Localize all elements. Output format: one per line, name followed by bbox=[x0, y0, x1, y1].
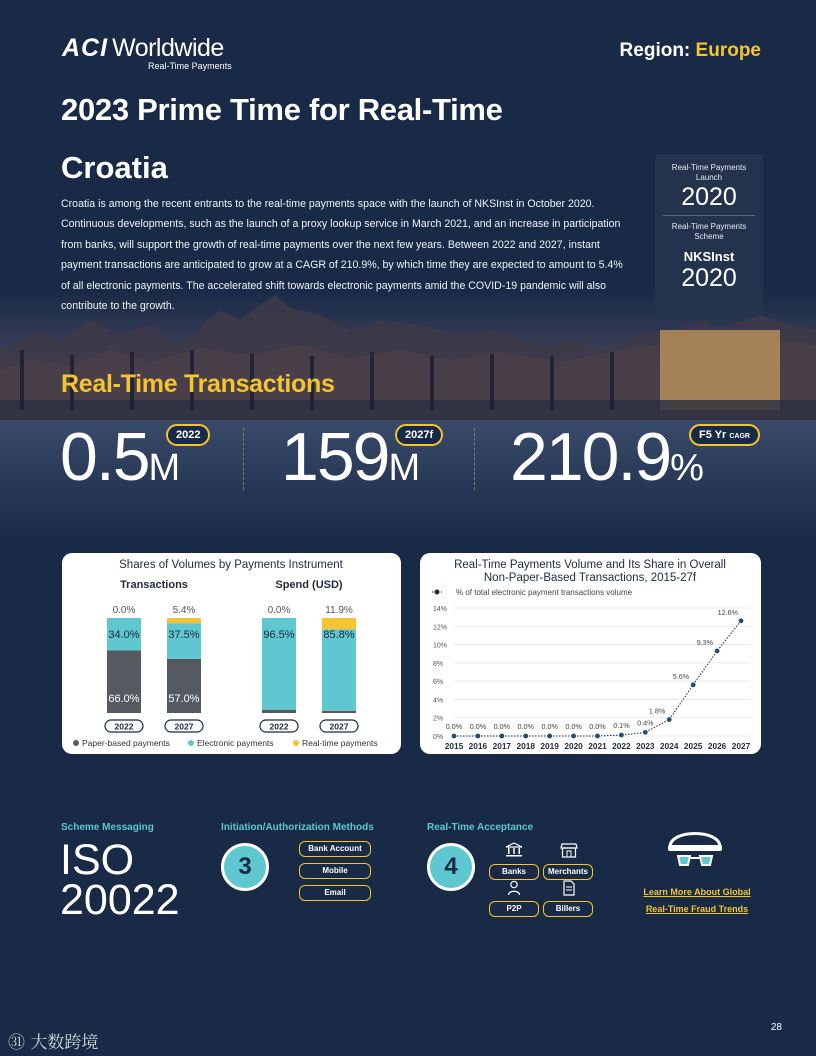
link-line-1[interactable]: Learn More About Global bbox=[643, 887, 751, 897]
stat-divider bbox=[243, 428, 244, 490]
intro-paragraph: Croatia is among the recent entrants to the real-time payments space with the launch of NKSInst in October 2020. Continuous developments, such as the launch of a proxy lookup service in March 2021, and an increase in participation from banks, will support the growth of real-time payments over the next few years. Between 2022 and 2027, instant payment transactions are anticipated to grow at a CAGR of 210.9%, by which time they are expected to amount to 5.4% of all electronic payments. The accelerated shift towards electronic payments amid the COVID-19 pandemic will also contribute to the growth. bbox=[61, 198, 623, 313]
data-label: 9.3% bbox=[696, 637, 714, 647]
initiation-methods-label: Initiation/Authorization Methods bbox=[221, 822, 374, 833]
data-point bbox=[619, 733, 624, 738]
legend-label: % of total electronic payment transactions volume bbox=[456, 588, 633, 597]
region-label bbox=[620, 40, 761, 62]
legend-dot bbox=[73, 740, 79, 746]
data-label: 0.1% bbox=[613, 721, 630, 731]
bank-icon bbox=[505, 842, 523, 858]
stat-value: 0.5 bbox=[60, 419, 149, 495]
person-icon bbox=[507, 880, 521, 896]
bar-value-label: 85.8% bbox=[323, 629, 355, 641]
category-label: 2027 bbox=[174, 721, 194, 732]
iso-text bbox=[60, 836, 180, 924]
y-tick-label: 0% bbox=[433, 734, 444, 741]
launch-label: Real-Time Payments Launch bbox=[671, 163, 747, 182]
y-tick-label: 4% bbox=[433, 697, 444, 705]
y-tick-label: 10% bbox=[433, 642, 448, 650]
data-label: 5.6% bbox=[672, 671, 690, 681]
tag-small: CAGR bbox=[729, 433, 750, 440]
watermark-logo: ㉛ bbox=[8, 1033, 25, 1053]
data-point bbox=[571, 734, 576, 739]
bar-value-label: 66.0% bbox=[108, 693, 140, 705]
acceptance-count-badge: 4 bbox=[427, 843, 475, 891]
data-point bbox=[715, 649, 720, 654]
acceptance-merchants: Merchants bbox=[543, 864, 593, 880]
acceptance-p2p: P2P bbox=[489, 901, 539, 917]
x-tick-label: 2021 bbox=[588, 741, 607, 751]
x-tick-label: 2015 bbox=[444, 741, 464, 751]
x-tick-label: 2018 bbox=[516, 741, 535, 751]
data-point bbox=[739, 618, 744, 623]
iso-line-1: ISO bbox=[60, 836, 135, 884]
x-tick-label: 2027 bbox=[731, 741, 751, 751]
realtime-transactions-heading: Real-Time Transactions bbox=[61, 370, 335, 398]
stat-value: 159 bbox=[281, 419, 389, 495]
data-point bbox=[643, 730, 648, 735]
stat-value: 210.9 bbox=[510, 419, 671, 495]
initiation-count-badge: 3 bbox=[221, 843, 269, 891]
bar-value-label: 96.5% bbox=[263, 629, 295, 641]
data-label: 12.6% bbox=[717, 607, 738, 617]
scheme-label: Real-Time Payments Scheme bbox=[671, 222, 747, 241]
x-tick-label: 2020 bbox=[564, 741, 583, 751]
y-tick-label: 12% bbox=[433, 624, 448, 632]
category-label: 2022 bbox=[269, 721, 289, 732]
x-tick-label: 2024 bbox=[660, 741, 679, 751]
stat-cagr bbox=[510, 419, 702, 495]
bill-icon bbox=[562, 880, 576, 896]
scheme-name: NKSInst bbox=[683, 249, 735, 264]
x-tick-label: 2025 bbox=[683, 741, 703, 751]
acceptance-billers: Billers bbox=[543, 901, 593, 917]
region-key: Region: bbox=[619, 40, 691, 61]
stat-tag-cagr bbox=[689, 424, 760, 446]
bar-value-label: 37.5% bbox=[168, 629, 200, 641]
data-label: 0.0% bbox=[541, 722, 558, 731]
x-tick-label: 2016 bbox=[468, 741, 488, 751]
x-tick-label: 2022 bbox=[612, 741, 631, 751]
tag-text: F5 Yr bbox=[699, 429, 727, 441]
y-tick-label: 6% bbox=[433, 679, 444, 687]
shares-bar-chart bbox=[62, 553, 401, 754]
iso-line-2: 20022 bbox=[60, 876, 180, 924]
bar-value-label: 0.0% bbox=[112, 605, 136, 616]
fraud-trends-link[interactable] bbox=[630, 884, 764, 918]
data-label: 0.0% bbox=[469, 722, 487, 731]
chart-title: Non-Paper-Based Transactions, 2015-27f bbox=[483, 572, 697, 584]
method-mobile: Mobile bbox=[299, 863, 371, 879]
stat-2022-volume bbox=[60, 419, 179, 495]
launch-year: 2020 bbox=[681, 183, 737, 211]
data-point bbox=[523, 734, 528, 739]
data-label: 1.8% bbox=[648, 706, 666, 716]
data-point bbox=[691, 682, 696, 687]
legend-dot bbox=[188, 740, 194, 746]
method-bank-account: Bank Account bbox=[299, 841, 371, 857]
category-label: 2027 bbox=[329, 721, 349, 732]
data-label: 0.0% bbox=[589, 722, 606, 731]
data-point bbox=[667, 717, 672, 722]
y-tick-label: 14% bbox=[433, 606, 448, 613]
x-tick-label: 2019 bbox=[540, 741, 559, 751]
launch-divider bbox=[663, 215, 755, 216]
bar-segment bbox=[322, 618, 356, 629]
x-tick-label: 2017 bbox=[492, 741, 512, 751]
watermark-text: 大数跨境 bbox=[30, 1033, 99, 1053]
y-tick-label: 8% bbox=[433, 660, 444, 668]
watermark bbox=[8, 1028, 98, 1053]
acceptance-banks: Banks bbox=[489, 864, 539, 880]
chart-title: Real-Time Payments Volume and Its Share in Overall bbox=[454, 559, 726, 571]
legend-label: Electronic payments bbox=[197, 738, 274, 748]
bar-value-label: 34.0% bbox=[108, 629, 140, 641]
data-label: 0.4% bbox=[637, 718, 654, 728]
stat-unit: % bbox=[670, 447, 702, 489]
launch-info-box bbox=[655, 154, 763, 315]
x-tick-label: 2023 bbox=[636, 741, 655, 751]
data-point bbox=[452, 734, 457, 739]
chart-title: Shares of Volumes by Payments Instrument bbox=[119, 559, 343, 571]
data-point bbox=[499, 734, 504, 739]
scheme-year: 2020 bbox=[681, 264, 737, 292]
page-title: 2023 Prime Time for Real-Time bbox=[61, 92, 503, 127]
stat-unit: M bbox=[388, 447, 419, 489]
logo-wordmark: Worldwide bbox=[112, 34, 224, 62]
group-label: Spend (USD) bbox=[275, 579, 343, 591]
data-label: 0.0% bbox=[565, 722, 582, 731]
stat-tag-2022: 2022 bbox=[166, 424, 210, 446]
category-label: 2022 bbox=[114, 721, 134, 732]
data-point bbox=[547, 734, 552, 739]
rtp-share-line-chart bbox=[420, 553, 761, 754]
legend-dot bbox=[293, 740, 299, 746]
legend-label: Paper-based payments bbox=[82, 738, 170, 748]
bar-segment bbox=[322, 711, 356, 713]
data-point bbox=[476, 734, 481, 739]
method-email: Email bbox=[299, 885, 371, 901]
bar-segment bbox=[322, 629, 356, 711]
aci-logo bbox=[62, 34, 232, 71]
data-label: 0.0% bbox=[493, 722, 511, 731]
stat-divider bbox=[474, 428, 475, 490]
store-icon bbox=[560, 842, 578, 858]
y-tick-label: 2% bbox=[433, 715, 444, 723]
legend-label: Real-time payments bbox=[302, 738, 378, 748]
region-value: Europe bbox=[695, 40, 761, 61]
data-label: 0.0% bbox=[517, 722, 534, 731]
group-label: Transactions bbox=[120, 579, 188, 591]
stat-tag-2027f: 2027f bbox=[395, 424, 443, 446]
x-tick-label: 2026 bbox=[707, 741, 727, 751]
bar-segment bbox=[262, 710, 296, 713]
bar-value-label: 0.0% bbox=[267, 605, 291, 616]
realtime-acceptance-label: Real-Time Acceptance bbox=[427, 822, 534, 833]
page-number: 28 bbox=[770, 1022, 782, 1033]
bar-value-label: 11.9% bbox=[325, 605, 353, 616]
bar-value-label: 5.4% bbox=[172, 605, 196, 616]
logo-mark: ACI bbox=[62, 34, 109, 62]
logo-subtitle: Real-Time Payments bbox=[148, 61, 232, 71]
fraud-hacker-icon bbox=[664, 821, 726, 871]
shares-chart-card bbox=[62, 553, 401, 754]
data-point bbox=[595, 734, 600, 739]
country-heading: Croatia bbox=[61, 150, 168, 185]
stat-unit: M bbox=[148, 447, 179, 489]
bar-value-label: 57.0% bbox=[168, 693, 200, 705]
data-label: 0.0% bbox=[445, 722, 463, 731]
city-skyline-image bbox=[0, 290, 816, 540]
bar-segment bbox=[167, 618, 201, 623]
scheme-messaging-label: Scheme Messaging bbox=[61, 822, 154, 833]
link-line-2[interactable]: Real-Time Fraud Trends bbox=[645, 904, 749, 914]
rtp-share-chart-card bbox=[420, 553, 761, 754]
